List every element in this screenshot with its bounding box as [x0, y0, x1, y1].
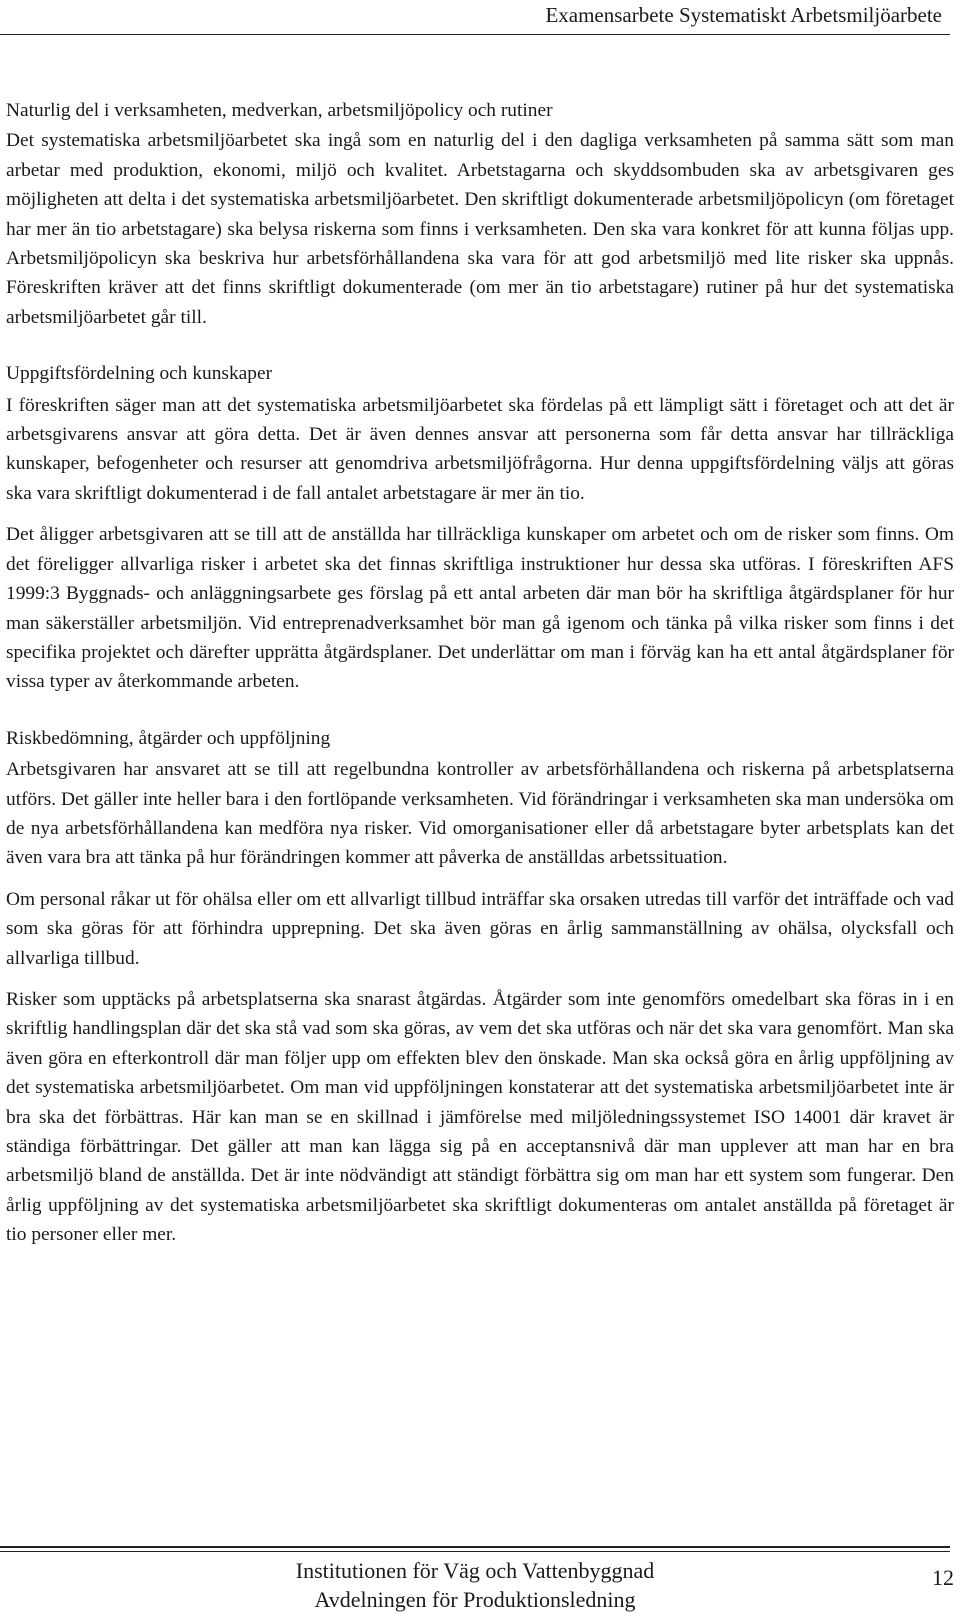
- page-number: 12: [932, 1565, 954, 1590]
- document-body: [6, 96, 954, 1250]
- footer-department: Institutionen för Väg och Vattenbyggnad: [295, 1558, 655, 1583]
- footer-institution: [0, 1556, 950, 1614]
- paragraph: Det åligger arbetsgivaren att se till att de anställda har tillräckliga kunskaper om arbetet och om de risker som finns. Om det föreligger allvarliga risker i arbetet ska det finnas skriftliga instruktioner hur dessa ska utföras. I föreskriften AFS 1999:3 Byggnads- och anläggningsarbete ges förslag på ett antal arbeten där man bör ha skriftliga åtgärdsplaner för hur man säkerställer arbetsmiljön. Vid entreprenadverksamhet bör man gå igenom och tänka på vilka risker som finns i det specifika projektet och därefter upprätta åtgärdsplaner. Det underlättar om man i förväg kan ha ett antal åtgärdsplaner för vissa typer av återkommande arbeten.: [6, 524, 954, 693]
- footer-divider-thick: [0, 1546, 950, 1548]
- section-heading: Uppgiftsfördelning och kunskaper: [6, 363, 273, 385]
- page-header-title: Examensarbete Systematiskt Arbetsmiljöarbete: [545, 3, 942, 27]
- section-risk-assessment: [6, 724, 954, 1250]
- footer-division: Avdelningen för Produktionsledning: [314, 1587, 636, 1612]
- paragraph: Risker som upptäcks på arbetsplatserna ska snarast åtgärdas. Åtgärder som inte genomförs omedelbart ska föras in i en skriftlig handlingsplan där det ska stå vad som ska göras, av vem det ska utföras och när det ska vara genomfört. Man ska även göra en efterkontroll där man följer upp om effekten blev den önskade. Man ska också göra en årlig uppföljning av det systematiska arbetsmiljöarbetet. Om man vid uppföljningen konstaterar att det systematiska arbetsmiljöarbetet inte är bra ska det förbättras. Här kan man se en skillnad i jämförelse med miljöledningssystemet ISO 14001 där kravet är ständiga förbättringar. Det gäller att man kan lägga sig på en acceptansnivå där man upplever att man har en bra arbetsmiljö bland de anställda. Det är inte nödvändigt att ständigt förbättra sig om man har ett system som fungerar. Den årlig uppföljning av det systematiska arbetsmiljöarbetet ska skriftligt dokumenteras om antalet anställda på företaget är tio personer eller mer.: [6, 988, 954, 1246]
- paragraph: Det systematiska arbetsmiljöarbetet ska ingå som en naturlig del i den dagliga verksamheten på samma sätt som man arbetar med produktion, ekonomi, miljö och kvalitet. Arbetstagarna och skyddsombuden ska av arbetsgivaren ges möjligheten att delta i det systematiska arbetsmiljöarbetet. Den skriftligt dokumenterade arbetsmiljöpolicyn (om företaget har mer än tio arbetstagare) ska belysa riskerna som finns i verksamheten. Den ska vara konkret för att kunna följas upp. Arbetsmiljöpolicyn ska beskriva hur arbetsförhållandena ska vara för att god arbetsmiljö med lite risker ska uppnås. Föreskriften kräver att det finns skriftligt dokumenterade (om mer än tio arbetstagare) rutiner på hur det systematiska arbetsmiljöarbetet går till.: [6, 130, 954, 328]
- section-task-distribution: [6, 359, 954, 696]
- section-heading: Naturlig del i verksamheten, medverkan, arbetsmiljöpolicy och rutiner: [6, 100, 553, 121]
- paragraph: Om personal råkar ut för ohälsa eller om ett allvarligt tillbud inträffar ska orsaken utredas till varför det inträffade och vad som ska göras för att förhindra upprepning. Det ska även göras en årlig sammanställning av ohälsa, olycksfall och allvarliga tillbud.: [6, 888, 954, 969]
- footer-divider-thin: [0, 1551, 950, 1552]
- section-policy: [6, 96, 954, 332]
- section-heading: Riskbedömning, åtgärder och uppföljning: [6, 727, 331, 749]
- paragraph: Arbetsgivaren har ansvaret att se till att regelbundna kontroller av arbetsförhållandena och riskerna på arbetsplatserna utförs. Det gäller inte heller bara i den fortlöpande verksamheten. Vid förändringar i verksamheten ska man undersöka om de nya arbetsförhållandena kan medföra nya risker. Vid omorganisationer eller då arbetstagare byter arbetsplats kan det även vara bra att tänka på hur förändringen kommer att påverka de anställdas arbetssituation.: [6, 759, 954, 869]
- header-divider: [0, 34, 950, 35]
- paragraph: I föreskriften säger man att det systematiska arbetsmiljöarbetet ska fördelas på ett lämpligt sätt i företaget och att det är arbetsgivarens ansvar att göra detta. Det är även dennes ansvar att personerna som får detta ansvar har tillräckliga kunskaper, befogenheter och resurser att genomdriva arbetsmiljöfrågorna. Hur denna uppgiftsfördelning väljs att göras ska vara skriftligt dokumenterad i de fall antalet arbetstagare är mer än tio.: [6, 394, 954, 504]
